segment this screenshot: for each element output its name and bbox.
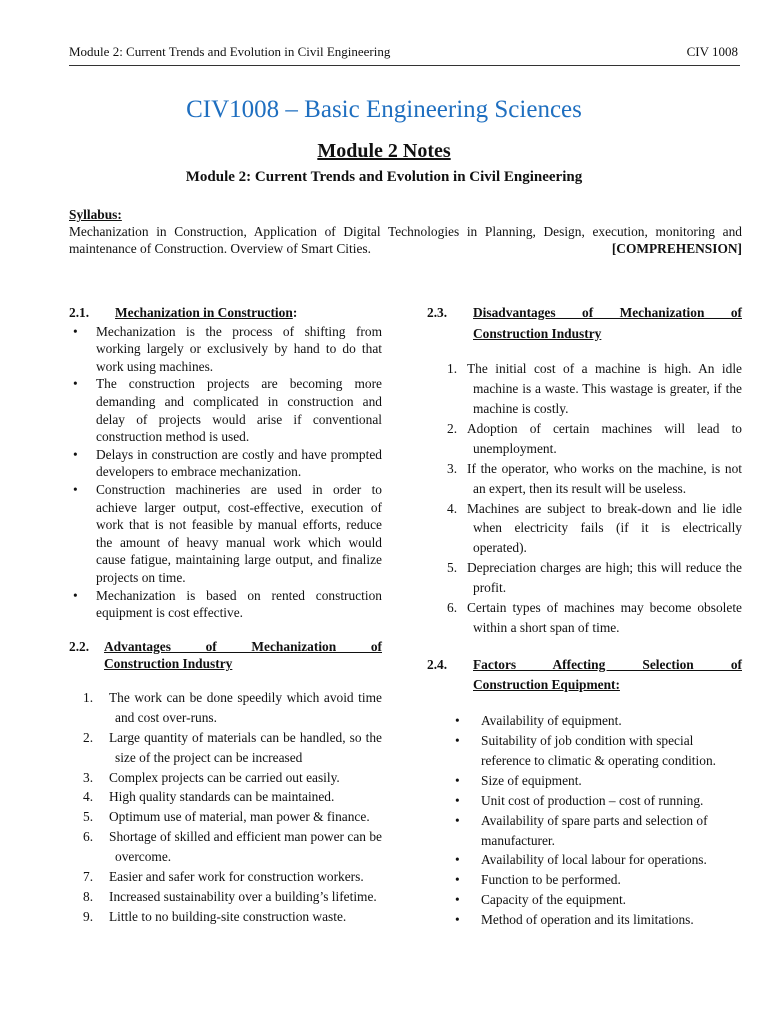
list-item — [69, 867, 382, 887]
list-item — [427, 711, 742, 731]
list-item — [69, 768, 382, 788]
section-title-line2: Construction Industry — [473, 325, 602, 341]
list-item-text: High quality standards can be maintained. — [109, 789, 335, 805]
section-title — [115, 304, 382, 322]
list-item-text: Adoption of certain machines will lead to unemployment. — [467, 420, 742, 456]
section-title-line2: Construction Equipment: — [473, 677, 620, 693]
right-column — [427, 304, 742, 930]
syllabus-text — [69, 223, 742, 257]
list-item — [427, 791, 742, 811]
syllabus-body: Mechanization in Construction, Application of Digital Technologies in Planning, Design, execution, monitoring and maintenance of Construction. Overview of Smart Cities. — [69, 224, 742, 256]
list-number: 7. — [83, 869, 94, 885]
section-title-line1: Disadvantages of Mechanization of — [473, 305, 742, 320]
list-item-text: Certain types of machines may become obsolete within a short span of time. — [467, 600, 742, 635]
list-item — [69, 827, 382, 867]
list-number: 6. — [447, 600, 458, 616]
bullet-icon: • — [73, 481, 78, 497]
section-title-text: Mechanization in Construction — [115, 305, 293, 320]
notes-title-text: Module 2 Notes — [317, 140, 451, 162]
list-item — [427, 419, 742, 459]
left-column — [69, 304, 382, 927]
list-item — [427, 558, 742, 598]
syllabus-block — [69, 206, 742, 257]
list-item — [69, 446, 382, 481]
list-item-text: Method of operation and its limitations. — [481, 912, 694, 928]
list-item-text: Availability of equipment. — [481, 713, 622, 729]
list-number: 9. — [83, 908, 94, 924]
list-item-text: Increased sustainability over a building’s lifetime. — [109, 888, 377, 904]
list-item — [427, 771, 742, 791]
list-item — [427, 459, 742, 499]
list-number: 2. — [447, 420, 458, 436]
list-item — [69, 375, 382, 445]
bullet-icon: • — [73, 323, 78, 339]
list-item-text: Mechanization is based on rented construction equipment is cost effective. — [96, 587, 382, 621]
list-number: 6. — [83, 829, 94, 845]
bullet-icon: • — [455, 713, 460, 729]
section-2-2-heading — [69, 638, 382, 673]
list-item — [427, 359, 742, 419]
list-item — [69, 481, 382, 587]
bullet-icon: • — [73, 446, 78, 462]
section-title-colon: : — [292, 305, 298, 320]
running-header-left: Module 2: Current Trends and Evolution in Civil Engineering — [69, 44, 391, 59]
list-item-text: Unit cost of production – cost of running. — [481, 792, 704, 808]
list-item-text: Capacity of the equipment. — [481, 892, 627, 908]
section-title — [473, 656, 742, 694]
list-number: 8. — [83, 888, 94, 904]
list-item — [427, 870, 742, 890]
list-item — [427, 731, 742, 771]
list-item — [69, 323, 382, 376]
list-item — [427, 598, 742, 638]
header-rule — [69, 65, 740, 66]
syllabus-label: Syllabus: — [69, 207, 122, 222]
section-number: 2.3. — [427, 305, 448, 320]
list-item — [69, 688, 382, 728]
list-item-text: Function to be performed. — [481, 872, 621, 888]
list-item — [427, 850, 742, 870]
notes-title — [0, 140, 768, 163]
comprehension-tag: [COMPREHENSION] — [611, 241, 742, 256]
list-number: 4. — [447, 500, 458, 516]
disadvantages-list — [427, 359, 742, 638]
list-item-text: Machines are subject to break-down and lie idle when electricity fails (if it is electrically operated). — [467, 500, 742, 556]
bullet-icon: • — [455, 912, 460, 928]
section-title — [104, 638, 382, 673]
list-item-text: Complex projects can be carried out easily. — [109, 769, 340, 785]
advantages-list — [69, 688, 382, 927]
section-title — [473, 304, 742, 342]
list-number: 3. — [83, 769, 94, 785]
section-2-3-heading — [427, 304, 742, 342]
list-item-text: Mechanization is the process of shifting from working largely or exclusively by hand to do that work using machines. — [96, 323, 382, 374]
factors-list — [427, 711, 742, 930]
list-item — [69, 907, 382, 927]
section-2-1-heading — [69, 304, 382, 322]
list-item — [69, 807, 382, 827]
list-number: 4. — [83, 789, 94, 805]
list-item-text: Depreciation charges are high; this will reduce the profit. — [467, 560, 742, 596]
bullet-icon: • — [73, 376, 78, 392]
section-2-4-heading — [427, 656, 742, 694]
list-number: 2. — [83, 729, 94, 745]
list-item-text: If the operator, who works on the machine, is not an expert, then its result will be useless. — [467, 460, 742, 496]
list-item — [427, 499, 742, 559]
document-title: CIV1008 – Basic Engineering Sciences — [186, 96, 582, 123]
list-item — [69, 787, 382, 807]
list-item-text: Suitability of job condition with special reference to climatic & operating condition. — [481, 732, 716, 768]
mechanization-bullets — [69, 323, 382, 622]
list-number: 5. — [83, 809, 94, 825]
bullet-icon: • — [455, 792, 460, 808]
list-item-text: Size of equipment. — [481, 772, 582, 788]
list-item-text: Large quantity of materials can be handled, so the size of the project can be increased — [109, 729, 382, 765]
list-item-text: Construction machineries are used in order to achieve larger output, cost-effective, execution of work that is not feasible by manual efforts, reduce the amount of heavy manual work which would cause fatigue, maintaining large output, and finalize projects on time. — [96, 481, 382, 585]
list-item-text: The initial cost of a machine is high. An idle machine is a waste. This wastage is greater, if the machine is costly. — [467, 361, 742, 416]
list-item — [427, 811, 742, 851]
bullet-icon: • — [73, 587, 78, 603]
list-item-text: Delays in construction are costly and have prompted developers to embrace mechanization. — [96, 446, 382, 480]
section-number: 2.1. — [69, 305, 90, 320]
list-item-text: Little to no building-site construction waste. — [109, 908, 347, 924]
list-item — [427, 910, 742, 930]
list-item-text: Shortage of skilled and efficient man power can be overcome. — [109, 829, 382, 865]
bullet-icon: • — [455, 812, 460, 828]
list-item — [69, 887, 382, 907]
list-item-text: Easier and safer work for construction workers. — [109, 869, 364, 885]
running-header-right: CIV 1008 — [686, 44, 738, 59]
list-number: 3. — [447, 460, 458, 476]
section-title-line2: Construction Industry — [104, 656, 233, 672]
list-item — [69, 587, 382, 622]
list-item-text: The construction projects are becoming more demanding and complicated in construction and delay of projects would arise if conventional construction method is used. — [96, 376, 382, 445]
section-number: 2.2. — [69, 638, 90, 654]
list-number: 5. — [447, 560, 458, 576]
bullet-icon: • — [455, 772, 460, 788]
section-number: 2.4. — [427, 656, 448, 672]
bullet-icon: • — [455, 852, 460, 868]
list-item-text: The work can be done speedily which avoid time and cost over-runs. — [109, 689, 382, 725]
list-number: 1. — [83, 689, 94, 705]
list-item — [69, 728, 382, 768]
list-item-text: Availability of spare parts and selection of manufacturer. — [481, 812, 708, 848]
list-item — [427, 890, 742, 910]
running-header — [69, 44, 738, 60]
bullet-icon: • — [455, 892, 460, 908]
list-number: 1. — [447, 361, 458, 377]
section-title-line1: Factors Affecting Selection of — [473, 656, 742, 672]
bullet-icon: • — [455, 732, 460, 748]
list-item-text: Optimum use of material, man power & finance. — [109, 809, 370, 825]
bullet-icon: • — [455, 872, 460, 888]
section-title-line1: Advantages of Mechanization of — [104, 638, 382, 654]
module-subtitle: Module 2: Current Trends and Evolution in Civil Engineering — [185, 169, 583, 185]
list-item-text: Availability of local labour for operations. — [481, 852, 707, 868]
